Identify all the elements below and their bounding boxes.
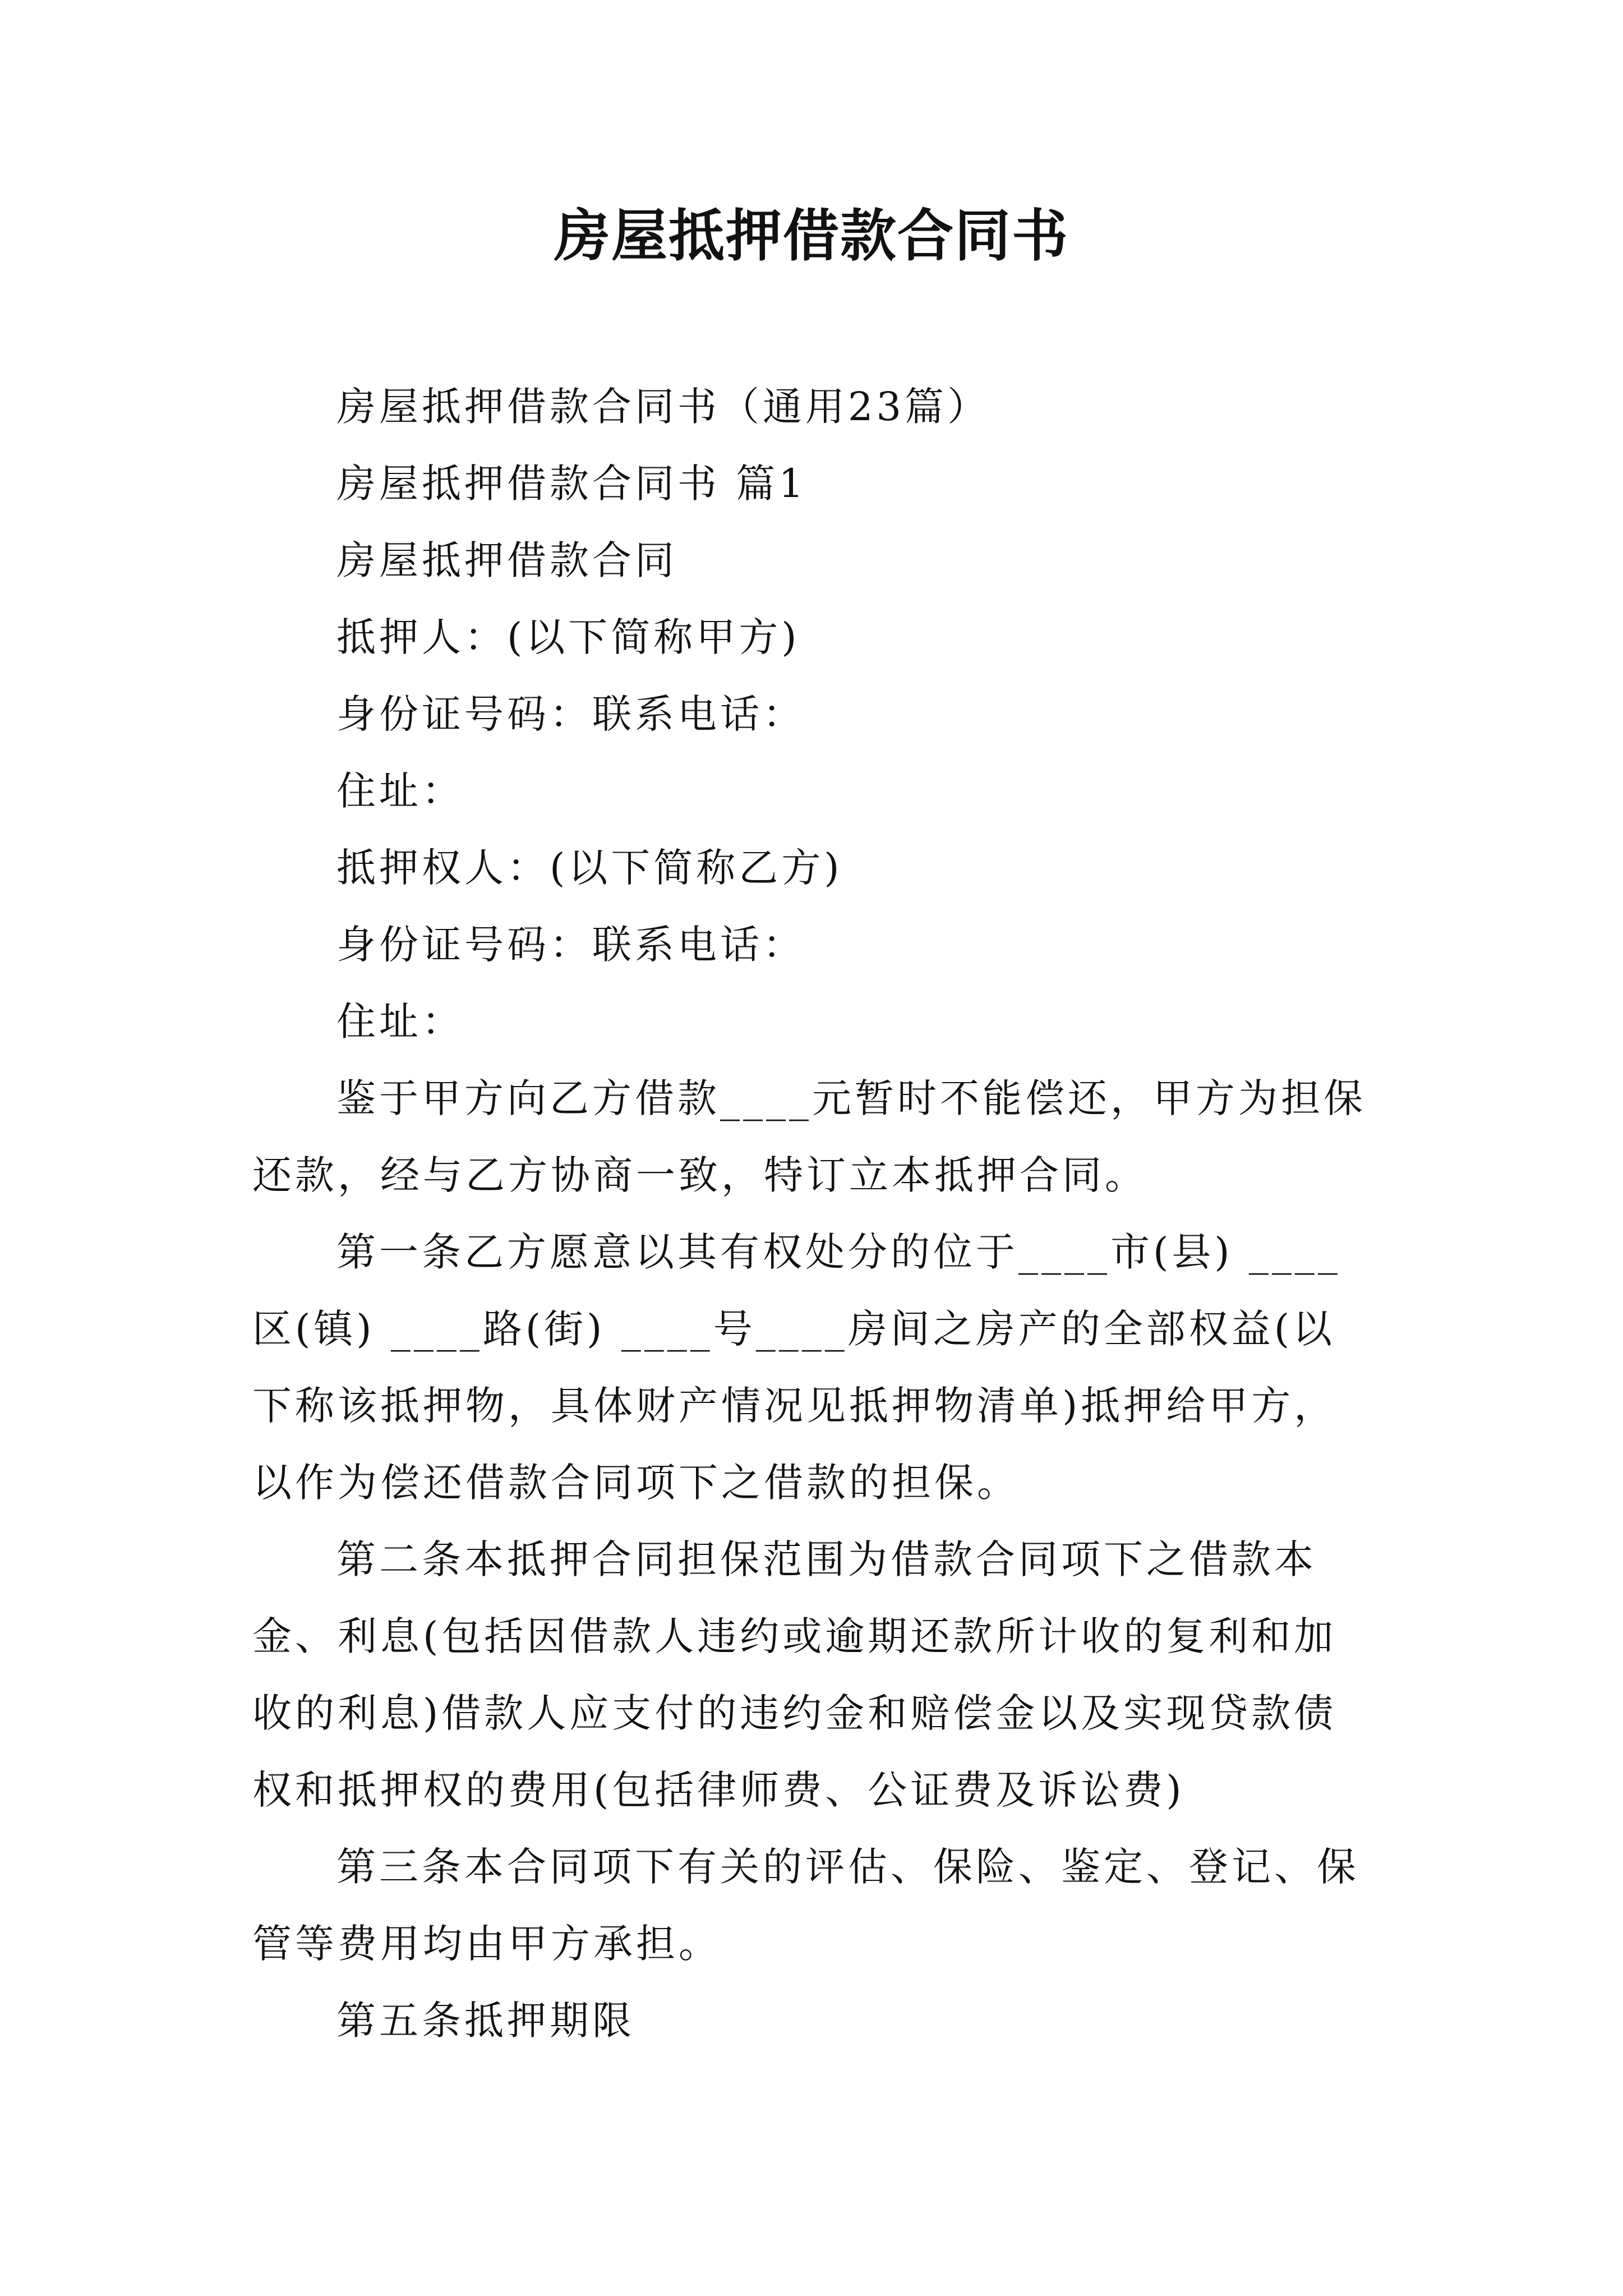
paragraph-line: 收的利息)借款人应支付的违约金和赔偿金以及实现贷款债	[252, 1690, 1337, 1736]
paragraph-line: 金、利息(包括因借款人违约或逾期还款所计收的复利和加	[252, 1613, 1337, 1659]
mortgagor-id-phone: 身份证号码：联系电话：	[336, 691, 805, 737]
mortgagee-id-phone: 身份证号码：联系电话：	[336, 922, 805, 968]
paragraph-preamble	[252, 1060, 1374, 1214]
section-heading: 房屋抵押借款合同书 篇1	[336, 461, 807, 507]
contract-name: 房屋抵押借款合同	[336, 537, 677, 583]
paragraph-line: 鉴于甲方向乙方借款____元暂时不能偿还，甲方为担保	[336, 1075, 1366, 1121]
mortgagor-address: 住址：	[336, 768, 464, 814]
document-title: 房屋抵押借款合同书	[554, 203, 1069, 269]
paragraph-line: 第二条本抵押合同担保范围为借款合同项下之借款本	[336, 1536, 1317, 1582]
document-subtitle: 房屋抵押借款合同书（通用23篇）	[336, 384, 990, 430]
paragraph-line: 以作为偿还借款合同项下之借款的担保。	[252, 1460, 1020, 1506]
paragraph-article-1	[252, 1214, 1374, 1521]
mortgagee-label: 抵押权人：(以下简称乙方)	[336, 845, 843, 891]
paragraph-line: 管等费用均由甲方承担。	[252, 1921, 721, 1967]
paragraph-line: 区(镇) ____路(街) ____号____房间之房产的全部权益(以	[252, 1306, 1336, 1352]
paragraph-line: 下称该抵押物，具体财产情况见抵押物清单)抵押给甲方，	[252, 1383, 1337, 1429]
paragraph-article-2	[252, 1521, 1374, 1829]
paragraph-line: 第三条本合同项下有关的评估、保险、鉴定、登记、保	[336, 1844, 1359, 1890]
paragraph-line: 第五条抵押期限	[336, 1998, 635, 2044]
mortgagee-address: 住址：	[336, 999, 464, 1045]
paragraph-line: 还款，经与乙方协商一致，特订立本抵押合同。	[252, 1152, 1147, 1198]
paragraph-article-5	[252, 1982, 1374, 2059]
paragraph-line: 权和抵押权的费用(包括律师费、公证费及诉讼费)	[252, 1767, 1185, 1813]
paragraph-article-3	[252, 1829, 1374, 1982]
paragraph-line: 第一条乙方愿意以其有权处分的位于____市(县) ____	[336, 1229, 1341, 1275]
mortgagor-label: 抵押人：(以下简称甲方)	[336, 614, 800, 660]
